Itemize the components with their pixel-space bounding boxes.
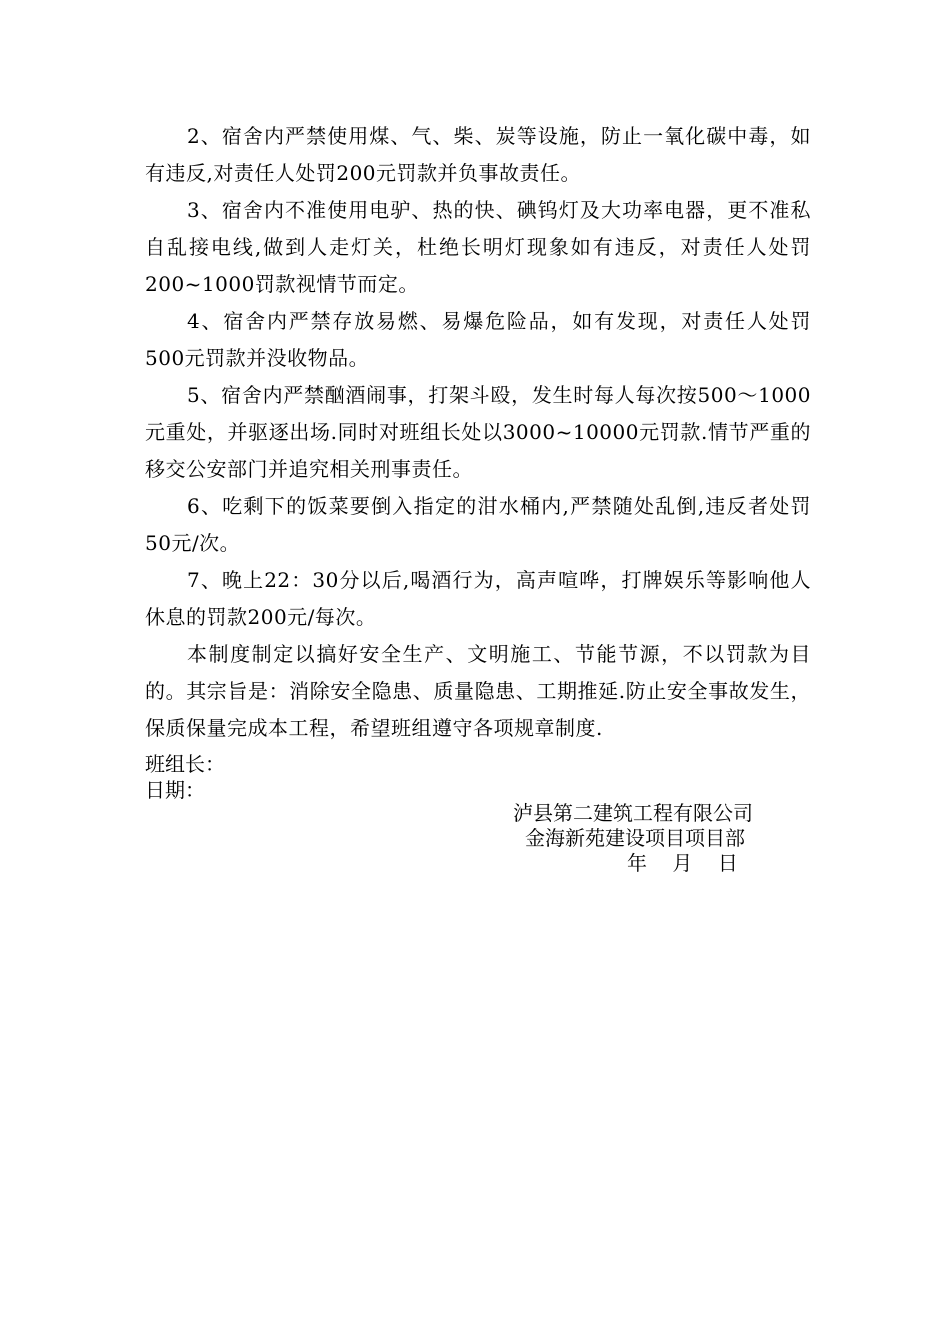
rule-paragraph-6: 6、吃剩下的饭菜要倒入指定的泔水桶内,严禁随处乱倒,违反者处罚50元/次。 — [145, 494, 811, 555]
rule-paragraph-3: 3、宿舍内不准使用电驴、热的快、碘钨灯及大功率电器，更不准私自乱接电线,做到人走灯关，杜绝长明灯现象如有违反，对责任人处罚200~1000罚款视情节而定。 — [145, 198, 811, 296]
rule-paragraph-7: 7、晚上22：30分以后,喝酒行为，高声喧哗，打牌娱乐等影响他人休息的罚款200元/每次。 — [145, 568, 811, 629]
company-name: 泸县第二建筑工程有限公司 — [513, 801, 753, 825]
document-body — [145, 118, 811, 747]
rule-paragraph-2: 2、宿舍内严禁使用煤、气、柴、炭等设施，防止一氧化碳中毒，如有违反,对责任人处罚200元罚款并负事故责任。 — [145, 124, 811, 185]
signature-date-line: 年 月 日 — [627, 851, 738, 875]
purpose-paragraph: 本制度制定以搞好安全生产、文明施工、节能节源，不以罚款为目的。其宗旨是：消除安全隐患、质量隐患、工期推延.防止安全事故发生，保质保量完成本工程，希望班组遵守各项规章制度. — [145, 642, 811, 740]
team-leader-label: 班组长： — [145, 752, 225, 776]
rule-paragraph-4: 4、宿舍内严禁存放易燃、易爆危险品，如有发现，对责任人处罚500元罚款并没收物品。 — [145, 309, 811, 370]
project-department: 金海新苑建设项目项目部 — [525, 826, 745, 850]
rule-paragraph-5: 5、宿舍内严禁酗酒闹事，打架斗殴，发生时每人每次按500～1000元重处，并驱逐出场.同时对班组长处以3000~10000元罚款.情节严重的移交公安部门并追究相关刑事责任。 — [145, 383, 811, 481]
date-label: 日期： — [145, 778, 205, 802]
